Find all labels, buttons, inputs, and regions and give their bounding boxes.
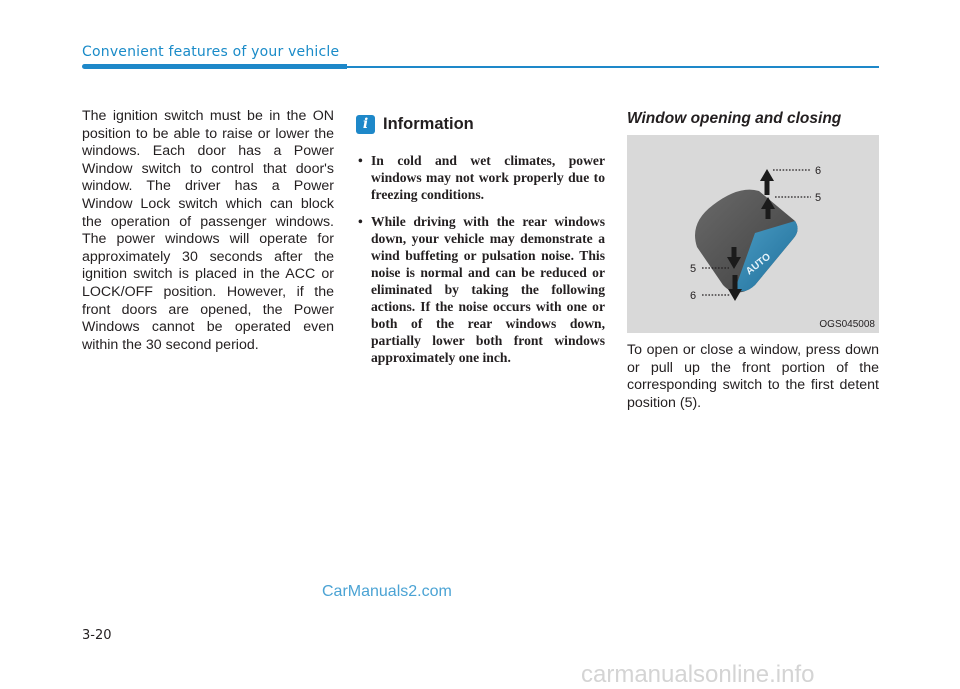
- callout-label: 6: [815, 165, 822, 177]
- ignition-paragraph: The ignition switch must be in the ON position to be able to raise or lower the windows. Each door has a Power Window switch to control that door's window. The driver has a Power Window Lock switch which can block the operation of passenger windows. The power windows will operate for approximately 30 seconds after the ignition switch is placed in the ACC or LOCK/OFF position. However, if the front doors are opened, the Power Windows cannot be operated even within the 30 second period.: [82, 108, 334, 353]
- callout-label: 6: [690, 290, 697, 302]
- list-item-text: In cold and wet climates, power windows may not work properly due to freezing conditions.: [371, 153, 605, 202]
- auto-label: AUTO: [744, 251, 774, 278]
- information-title: Information: [383, 114, 474, 133]
- footer-site-watermark: carmanualsonline.info: [581, 661, 815, 688]
- figure-code: OGS045008: [819, 319, 875, 330]
- list-item: • While driving with the rear windows down, your vehicle may demonstrate a wind buffeting or pulsation noise. This noise is normal and can be reduced or eliminated by taking the following actions. If the noise occurs with one or both of the rear windows down, partially lower both front windows approximately one inch.: [358, 214, 605, 365]
- watermark-link[interactable]: CarManuals2.com: [322, 583, 452, 600]
- page-number: 3-20: [82, 628, 112, 643]
- arrow-up-far-icon: [760, 169, 774, 195]
- information-list: [356, 152, 605, 376]
- list-item-text: While driving with the rear windows down, your vehicle may demonstrate a wind buffeting or pulsation noise. This noise is normal and can be reduced or eliminated by taking the following actions. If the noise occurs with one or both of the rear windows down, partially lower both front windows approximately one inch.: [371, 214, 605, 365]
- switch-body: [695, 190, 798, 293]
- callout-label: 5: [815, 192, 822, 204]
- section-title: Convenient features of your vehicle: [82, 44, 340, 60]
- header-rule-thick: [82, 64, 347, 69]
- list-item: • In cold and wet climates, power windows may not work properly due to freezing conditions.: [358, 153, 605, 202]
- information-heading: [356, 113, 474, 135]
- window-section-title: Window opening and closing: [627, 110, 842, 127]
- window-switch-figure: [627, 135, 879, 333]
- window-paragraph: To open or close a window, press down or pull up the front portion of the corresponding switch to the first detent position (5).: [627, 342, 879, 411]
- window-switch-illustration: [627, 135, 879, 333]
- info-icon: i: [356, 115, 375, 134]
- callout-label: 5: [690, 263, 697, 275]
- header-rule-thin: [347, 66, 879, 68]
